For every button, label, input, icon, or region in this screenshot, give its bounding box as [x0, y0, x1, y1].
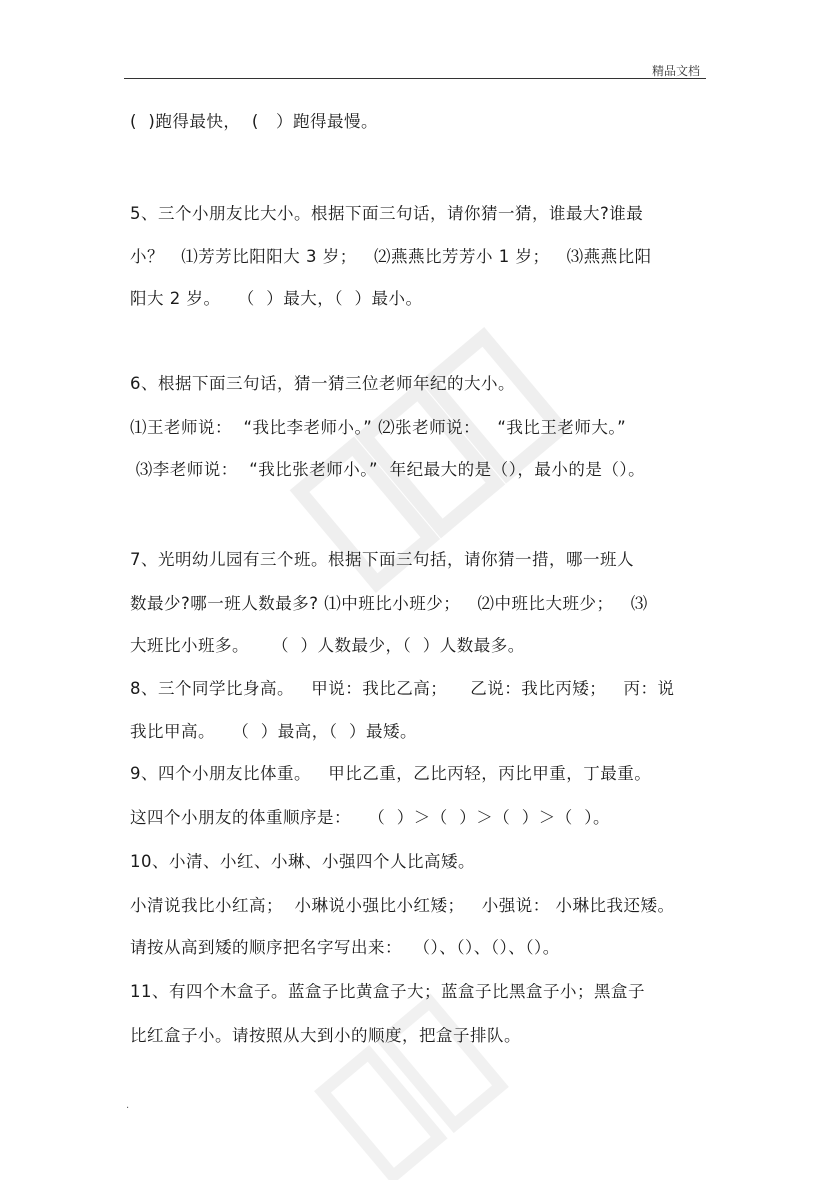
question-line: 请按从高到矮的顺序把名字写出来： （）、（）、（）、（）。: [130, 938, 560, 957]
question-line: 小？ ⑴芳芳比阳阳大 3 岁； ⑵燕燕比芳芳小 1 岁； ⑶燕燕比阳: [130, 247, 652, 266]
question-line: 7、光明幼儿园有三个班。根据下面三句括，请你猜一措，哪一班人: [130, 550, 634, 569]
question-line: ⑶李老师说： “我比张老师小。” 年纪最大的是（），最小的是（）。: [130, 460, 646, 479]
question-line: 8、三个同学比身高。 甲说：我比乙高； 乙说：我比丙矮； 丙：说: [130, 679, 675, 698]
question-line: 小清说我比小红高； 小琳说小强比小红矮； 小强说： 小琳比我还矮。: [130, 896, 675, 915]
question-line: ( )跑得最快， ( ）跑得最慢。: [130, 112, 379, 131]
question-line: ⑴王老师说： “我比李老师小。” ⑵张老师说： “我比王老师大。”: [130, 418, 627, 437]
question-line: 5、三个小朋友比大小。根据下面三句话，请你猜一猜，谁最大?谁最: [130, 204, 644, 223]
question-line: 大班比小班多。 （ ）人数最少，（ ）人数最多。: [130, 636, 525, 655]
watermark-logo-icon: [300, 980, 560, 1180]
question-line: 6、根据下面三句话，猜一猜三位老师年纪的大小。: [130, 374, 515, 393]
question-line: 数最少?哪一班人数最多? ⑴中班比小班少； ⑵中班比大班少； ⑶: [130, 594, 648, 613]
question-line: 10、小清、小红、小琳、小强四个人比高矮。: [130, 852, 475, 871]
question-line: 11、有四个木盒子。蓝盒子比黄盒子大；蓝盒子比黑盒子小；黑盒子: [130, 982, 645, 1001]
question-line: 9、四个小朋友比体重。 甲比乙重，乙比丙轻，丙比甲重，丁最重。: [130, 764, 652, 783]
question-line: 阳大 2 岁。 （ ）最大，（ ）最小。: [130, 289, 423, 308]
footer-mark: .: [126, 1100, 130, 1111]
header-label: 精品文档: [652, 64, 701, 78]
question-line: 我比甲高。 （ ）最高，（ ）最矮。: [130, 722, 417, 741]
question-line: 这四个小朋友的体重顺序是： （ ）＞（ ）＞（ ）＞（ ）。: [130, 808, 610, 827]
question-line: 比红盒子小。请按照从大到小的顺度，把盒子排队。: [130, 1026, 521, 1045]
header-rule: [124, 78, 706, 79]
